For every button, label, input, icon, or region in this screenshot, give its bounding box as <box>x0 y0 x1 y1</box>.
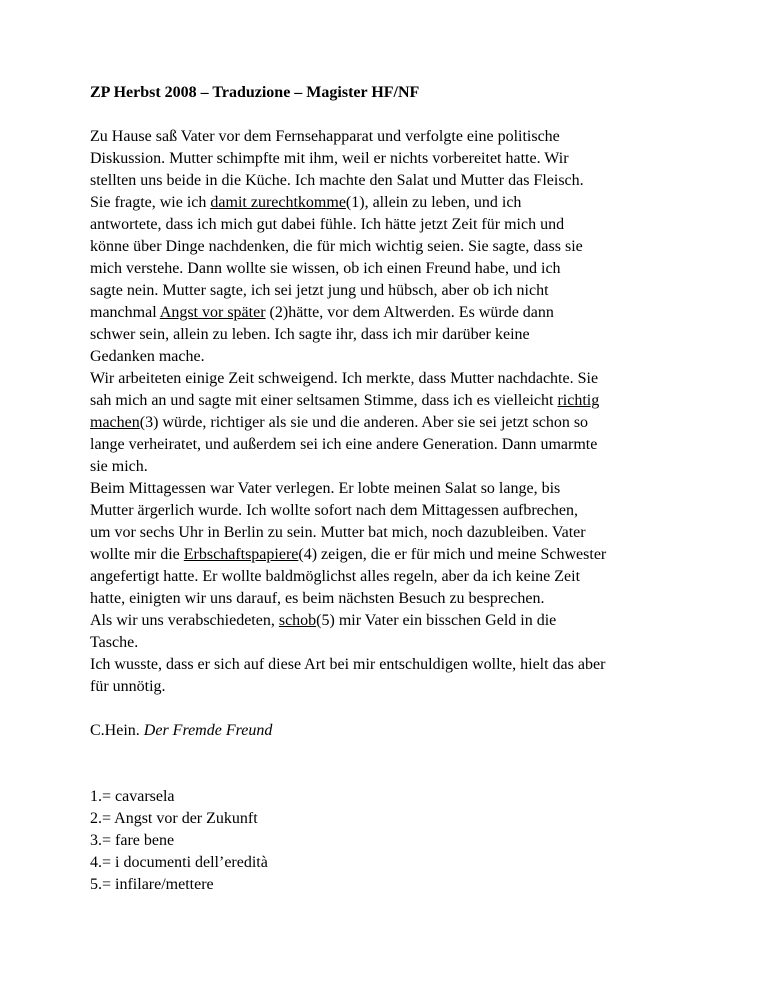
text-line: Ich wusste, dass er sich auf diese Art bei mir entschuldigen wollte, hielt das aber <box>90 656 606 673</box>
text-line: für unnötig. <box>90 678 166 695</box>
text-line: Mutter ärgerlich wurde. Ich wollte sofort nach dem Mittagessen aufbrechen, <box>90 502 578 519</box>
underlined-term: damit zurechtkomme <box>210 194 346 211</box>
text-segment: (4) zeigen, die er für mich und meine Schwester <box>298 546 607 563</box>
text-segment: manchmal <box>90 304 160 321</box>
underlined-term: Erbschaftspapiere <box>183 546 299 563</box>
note-item: 4.= i documenti dell’eredità <box>90 854 268 871</box>
text-segment: (5) mir Vater ein bisschen Geld in die <box>316 612 557 629</box>
source-work-title: Der Fremde Freund <box>143 722 273 739</box>
text-segment: (3) würde, richtiger als sie und die anderen. Aber sie sei jetzt schon so <box>139 414 589 431</box>
spacer <box>90 698 690 720</box>
text-line: Diskussion. Mutter schimpfte mit ihm, weil er nichts vorbereitet hatte. Wir <box>90 150 569 167</box>
note-item: 5.= infilare/mettere <box>90 876 214 893</box>
text-line: Zu Hause saß Vater vor dem Fernsehapparat und verfolgte eine politische <box>90 128 560 145</box>
text-line: lange verheiratet, und außerdem sei ich eine andere Generation. Dann umarmte <box>90 436 598 453</box>
text-line: Tasche. <box>90 634 139 651</box>
note-item: 2.= Angst vor der Zukunft <box>90 810 258 827</box>
text-line: Wir arbeiteten einige Zeit schweigend. Ich merkte, dass Mutter nachdachte. Sie <box>90 370 599 387</box>
underlined-term: machen <box>90 414 140 431</box>
text-segment: Als wir uns verabschiedeten, <box>90 612 279 629</box>
text-line <box>90 544 690 566</box>
source-citation <box>90 720 690 742</box>
text-line: um vor sechs Uhr in Berlin zu sein. Mutter bat mich, noch dazubleiben. Vater <box>90 524 586 541</box>
text-line <box>90 390 690 412</box>
text-line <box>90 302 690 324</box>
text-segment: sah mich an und sagte mit einer seltsamen Stimme, dass ich es vielleicht <box>90 392 558 409</box>
document-page <box>90 82 690 896</box>
text-line: könne über Dinge nachdenken, die für mich wichtig seien. Sie sagte, dass sie <box>90 238 583 255</box>
text-line: sie mich. <box>90 458 148 475</box>
underlined-term: Angst vor später <box>159 304 266 321</box>
underlined-term: richtig <box>557 392 600 409</box>
note-item: 3.= fare bene <box>90 832 175 849</box>
document-title: ZP Herbst 2008 – Traduzione – Magister HF/NF <box>90 84 420 101</box>
vocabulary-notes <box>90 786 690 896</box>
text-line: hatte, einigten wir uns darauf, es beim nächsten Besuch zu besprechen. <box>90 590 545 607</box>
note-item: 1.= cavarsela <box>90 788 175 805</box>
text-line: angefertigt hatte. Er wollte baldmöglichst alles regeln, aber da ich keine Zeit <box>90 568 581 585</box>
text-line: Beim Mittagessen war Vater verlegen. Er lobte meinen Salat so lange, bis <box>90 480 561 497</box>
text-line <box>90 412 690 434</box>
text-line: stellten uns beide in die Küche. Ich machte den Salat und Mutter das Fleisch. <box>90 172 584 189</box>
text-segment: Sie fragte, wie ich <box>90 194 211 211</box>
text-segment: wollte mir die <box>90 546 184 563</box>
text-line <box>90 610 690 632</box>
text-line <box>90 192 690 214</box>
translation-text <box>90 126 690 742</box>
source-author: C.Hein. <box>90 722 144 739</box>
text-line: sagte nein. Mutter sagte, ich sei jetzt jung und hübsch, aber ob ich nicht <box>90 282 549 299</box>
text-segment: (1), allein zu leben, und ich <box>345 194 522 211</box>
text-segment: (2)hätte, vor dem Altwerden. Es würde dann <box>265 304 554 321</box>
underlined-term: schob <box>278 612 317 629</box>
text-line: mich verstehe. Dann wollte sie wissen, ob ich einen Freund habe, und ich <box>90 260 561 277</box>
text-line: antwortete, dass ich mich gut dabei fühle. Ich hätte jetzt Zeit für mich und <box>90 216 565 233</box>
text-line: schwer sein, allein zu leben. Ich sagte ihr, dass ich mir darüber keine <box>90 326 530 343</box>
text-line: Gedanken mache. <box>90 348 205 365</box>
